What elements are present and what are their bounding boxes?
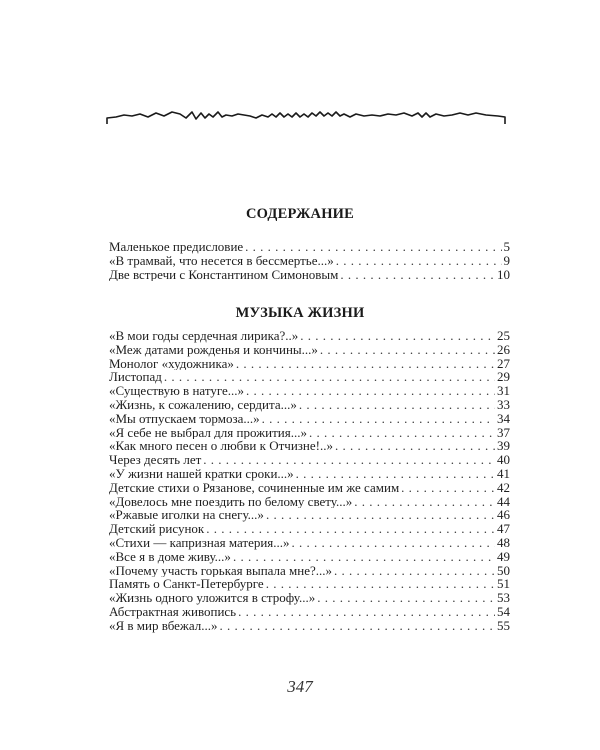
- toc-entry-page: 5: [503, 240, 510, 254]
- toc-entry: [109, 619, 510, 633]
- section-list: [109, 329, 510, 633]
- dot-leader: [317, 591, 495, 605]
- dot-leader: [401, 481, 495, 495]
- dot-leader: [296, 467, 495, 481]
- toc-entry-page: 41: [497, 466, 510, 481]
- dot-leader: [233, 550, 495, 564]
- toc-entry: [109, 522, 510, 536]
- toc-entry-page: 49: [497, 549, 510, 564]
- dot-leader: [236, 357, 495, 371]
- dot-leader: [266, 508, 495, 522]
- toc-entry: [109, 577, 510, 591]
- toc-entry-title: «Стихи — капризная материя...»: [109, 535, 290, 550]
- toc-entry: [109, 550, 510, 564]
- toc-entry: [109, 591, 510, 605]
- dot-leader: [203, 453, 495, 467]
- toc-entry: [109, 370, 510, 384]
- dot-leader: [309, 426, 495, 440]
- toc-entry: [109, 384, 510, 398]
- toc-entry: [109, 240, 510, 254]
- dot-leader: [164, 370, 495, 384]
- toc-entry-page: 47: [497, 522, 510, 536]
- toc-entry: [109, 398, 510, 412]
- toc-entry: [109, 357, 510, 371]
- toc-entry-title: «Довелось мне поездить по белому свету...»: [109, 494, 353, 509]
- toc-entry-page: 51: [497, 577, 510, 592]
- toc-entry-title: «Жизнь, к сожалению, сердита...»: [109, 397, 297, 412]
- toc-entry-page: 37: [497, 425, 510, 440]
- toc-entry-title: «Мы отпускаем тормоза...»: [109, 411, 260, 426]
- toc-entry: [109, 508, 510, 522]
- toc-entry-page: 33: [497, 397, 510, 412]
- toc-entry-page: 50: [497, 563, 510, 578]
- toc-entry: [109, 536, 510, 550]
- dot-leader: [292, 536, 495, 550]
- toc-entry-page: 26: [497, 342, 510, 357]
- dot-leader: [336, 254, 502, 268]
- dot-leader: [206, 522, 495, 536]
- toc-entry-title: «Существую в натуге...»: [109, 384, 245, 398]
- dot-leader: [220, 619, 495, 633]
- toc-entry: [109, 254, 510, 268]
- toc-entry-page: 9: [503, 253, 510, 268]
- toc-entry-page: 34: [497, 411, 510, 426]
- toc-entry-page: 31: [497, 384, 510, 398]
- toc-entry-page: 44: [497, 494, 510, 509]
- toc-entry-title: Через десять лет: [109, 453, 202, 467]
- toc-entry-page: 53: [497, 591, 510, 605]
- toc-entry-title: Абстрактная живопись: [109, 604, 237, 619]
- dot-leader: [299, 398, 495, 412]
- contents-list: [109, 240, 510, 281]
- toc-entry-page: 27: [497, 356, 510, 371]
- section-heading-muzyka-zhizni: МУЗЫКА ЖИЗНИ: [235, 305, 365, 321]
- toc-entry-page: 39: [497, 439, 510, 454]
- toc-entry-page: 40: [497, 453, 510, 467]
- toc-entry-title: Детский рисунок: [109, 522, 205, 536]
- toc-entry-title: Память о Санкт-Петербурге: [109, 577, 264, 592]
- toc-entry: [109, 268, 510, 282]
- dot-leader: [335, 439, 495, 453]
- toc-entry-title: «Все я в доме живу...»: [109, 549, 231, 564]
- toc-entry: [109, 564, 510, 578]
- toc-entry-page: 55: [497, 618, 510, 633]
- toc-entry-title: «Я в мир вбежал...»: [109, 618, 218, 633]
- dot-leader: [245, 240, 501, 254]
- toc-entry: [109, 426, 510, 440]
- dot-leader: [320, 343, 495, 357]
- toc-entry-page: 54: [497, 604, 510, 619]
- toc-entry-title: «В трамвай, что несется в бессмертье...»: [109, 253, 334, 268]
- toc-entry: [109, 481, 510, 495]
- toc-entry-title: Листопад: [109, 370, 162, 385]
- dot-leader: [246, 384, 495, 398]
- dot-leader: [334, 564, 495, 578]
- toc-entry: [109, 495, 510, 509]
- dot-leader: [266, 577, 495, 591]
- toc-entry-page: 29: [497, 370, 510, 385]
- toc-entry-title: Маленькое предисловие: [109, 240, 244, 254]
- toc-entry-page: 48: [497, 535, 510, 550]
- toc-entry-title: «У жизни нашей кратки сроки...»: [109, 466, 294, 481]
- toc-entry-page: 25: [497, 329, 510, 343]
- toc-entry-page: 10: [497, 267, 510, 282]
- toc-entry-page: 46: [497, 508, 510, 523]
- dot-leader: [262, 412, 495, 426]
- dot-leader: [238, 605, 495, 619]
- contents-heading: СОДЕРЖАНИЕ: [245, 206, 355, 222]
- dot-leader: [300, 329, 495, 343]
- toc-entry-title: «Меж датами рожденья и кончины...»: [109, 342, 318, 357]
- dot-leader: [354, 495, 495, 509]
- toc-entry: [109, 412, 510, 426]
- toc-entry: [109, 605, 510, 619]
- toc-entry-title: Две встречи с Константином Симоновым: [109, 267, 339, 282]
- toc-entry-title: Монолог «художника»: [109, 356, 234, 371]
- toc-entry-title: «Ржавые иголки на снегу...»: [109, 508, 264, 523]
- dot-leader: [340, 268, 495, 282]
- decorative-zigzag-rule-icon: [106, 104, 506, 128]
- toc-entry-page: 42: [497, 480, 510, 495]
- toc-entry-title: «Как много песен о любви к Отчизне!..»: [109, 439, 333, 454]
- toc-entry: [109, 343, 510, 357]
- toc-entry: [109, 329, 510, 343]
- toc-entry-title: «Почему участь горькая выпала мне?...»: [109, 563, 333, 578]
- toc-entry: [109, 467, 510, 481]
- page-number: 347: [287, 677, 313, 696]
- toc-entry: [109, 439, 510, 453]
- toc-entry: [109, 453, 510, 467]
- toc-entry-title: «Я себе не выбрал для прожития...»: [109, 425, 307, 440]
- toc-entry-title: «Жизнь одного уложится в строфу...»: [109, 591, 316, 605]
- toc-entry-title: Детские стихи о Рязанове, сочиненные им же самим: [109, 480, 400, 495]
- toc-entry-title: «В мои годы сердечная лирика?..»: [109, 329, 299, 343]
